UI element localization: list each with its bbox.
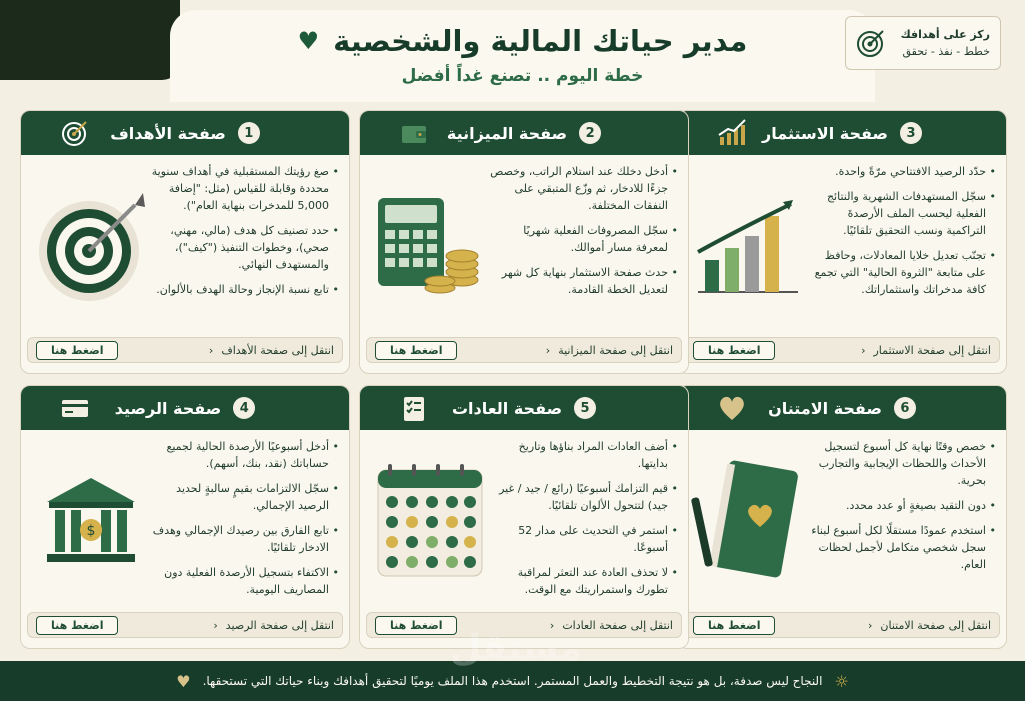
- chevron-left-icon: ‹: [208, 343, 214, 357]
- card-header: [678, 386, 1006, 430]
- bank-illustration: [31, 438, 151, 606]
- card-footer: [27, 612, 343, 638]
- nav-link-habits[interactable]: انتقل إلى صفحة العادات ‹: [549, 618, 673, 632]
- card-number: 2: [579, 122, 601, 144]
- card-title: صفحة الامتنان: [768, 398, 882, 418]
- press-here-button[interactable]: اضغط هنا: [375, 341, 457, 360]
- card-number: 5: [574, 397, 596, 419]
- press-here-button[interactable]: اضغط هنا: [36, 341, 118, 360]
- page-header: [170, 10, 875, 102]
- card-footer: [684, 612, 1000, 638]
- watermark: مستقل: [450, 628, 582, 669]
- heart-icon: [716, 392, 748, 424]
- card-list: [808, 163, 996, 331]
- list-item: • استمر في التحديث على مدار 52 أسبوعًا.: [490, 522, 678, 556]
- list-item: • تابع نسبة الإنجاز وحالة الهدف بالألوان.: [151, 281, 339, 298]
- list-item: • أدخل أسبوعيًا الأرصدة الحالية لجميع حساباتك (نقد، بنك، أسهم).: [151, 438, 339, 472]
- card-budget: [359, 110, 689, 374]
- card-number: 6: [894, 397, 916, 419]
- nav-link-investment[interactable]: انتقل إلى صفحة الاستثمار ‹: [861, 343, 991, 357]
- growth-chart-icon: [716, 117, 748, 149]
- nav-link-goals[interactable]: انتقل إلى صفحة الأهداف ‹: [208, 343, 334, 357]
- page-subtitle: خطة اليوم .. تصنع غداً أفضل: [401, 66, 644, 86]
- card-footer: [366, 337, 682, 363]
- chevron-left-icon: ‹: [868, 618, 873, 632]
- page-title-text: مدير حياتك المالية والشخصية: [333, 24, 748, 58]
- card-header: [360, 111, 688, 155]
- target-illustration: [31, 163, 151, 331]
- target-icon: [59, 117, 91, 149]
- card-header: [21, 111, 349, 155]
- card-investment: [677, 110, 1007, 374]
- target-icon: [856, 28, 886, 58]
- card-header: [678, 111, 1006, 155]
- list-item: • سجّل الالتزامات بقيمٍ سالبةٍ لحديد الرصيد الإجمالي.: [151, 480, 339, 514]
- card-title: صفحة الميزانية: [446, 123, 568, 143]
- card-footer: [27, 337, 343, 363]
- list-item: • أضف العادات المراد بناؤها وتاريخ بدايتها.: [490, 438, 678, 472]
- nav-link-gratitude[interactable]: انتقل إلى صفحة الامتنان ‹: [868, 618, 991, 632]
- press-here-button[interactable]: اضغط هنا: [693, 341, 775, 360]
- list-item: • أدخل دخلك عند استلام الراتب، وخصص جزءًا للادخار، ثم وزّع المتبقي على النفقات المختلفة.: [490, 163, 678, 214]
- list-item: • سجّل المصروفات الفعلية شهريًا لمعرفة مسار أموالك.: [490, 222, 678, 256]
- growth-chart-illustration: [688, 163, 808, 331]
- list-item: • الاكتفاء بتسجيل الأرصدة الفعلية دون المصاريف اليومية.: [151, 564, 339, 598]
- card-habits: [359, 385, 689, 649]
- card-balance: [20, 385, 350, 649]
- chevron-left-icon: ‹: [545, 343, 551, 357]
- card-number: 4: [233, 397, 255, 419]
- wallet-icon: [398, 117, 430, 149]
- page-title: [170, 24, 875, 58]
- list-item: • تابع الفارق بين رصيدك الإجمالي وهدف الادخار تلقائيًا.: [151, 522, 339, 556]
- card-list: [490, 163, 678, 331]
- card-title: صفحة الاستثمار: [762, 123, 888, 143]
- list-item: • دون التقيد بصيغةٍ أو عدد محدد.: [808, 497, 996, 514]
- list-item: • قيم التزامك أسبوعيًا (رائع / جيد / غير جيد) لتتحول الألوان تلقائيًا.: [490, 480, 678, 514]
- list-item: • تجنّب تعديل خلايا المعادلات، وحافظ على متابعة "الثروة الحالية" التي تجمع كافة مدخراتك واستثماراتك.: [808, 247, 996, 298]
- list-item: • استخدم عمودًا مستقلًا لكل أسبوع لبناء سجل شخصي متكامل لأجمل لحظات العام.: [808, 522, 996, 573]
- journal-illustration: [688, 438, 808, 606]
- list-item: • حدّد الرصيد الافتتاحي مرّةً واحدة.: [808, 163, 996, 180]
- press-here-button[interactable]: اضغط هنا: [375, 616, 457, 635]
- list-item: • لا تحذف العادة عند التعثر لمراقبة تطورك واستمراريتك مع الوقت.: [490, 564, 678, 598]
- corner-decoration: [0, 0, 180, 80]
- card-icon: [59, 392, 91, 424]
- card-number: 1: [238, 122, 260, 144]
- heart-icon: ♥: [297, 27, 320, 55]
- svg-text:$: $: [86, 523, 96, 539]
- focus-title: ركز على أهدافك: [900, 28, 990, 41]
- focus-steps: خطط - نفذ - تحقق: [902, 45, 990, 58]
- list-item: • حدد تصنيف كل هدف (مالي، مهني، صحي)، وخطوات التنفيذ ("كيف")، والمستهدف النهائي.: [151, 222, 339, 273]
- nav-link-balance[interactable]: انتقل إلى صفحة الرصيد ‹: [213, 618, 334, 632]
- press-here-button[interactable]: اضغط هنا: [36, 616, 118, 635]
- lightbulb-icon: ☼: [834, 671, 849, 691]
- calendar-illustration: [370, 438, 490, 606]
- card-title: صفحة الرصيد: [114, 398, 222, 418]
- chevron-left-icon: ‹: [549, 618, 555, 632]
- list-item: • صغ رؤيتك المستقبلية في أهداف سنوية محددة وقابلة للقياس (مثل: "إضافة 5,000 للمدخرات بنهاية العام").: [151, 163, 339, 214]
- card-footer: [684, 337, 1000, 363]
- card-number: 3: [900, 122, 922, 144]
- card-gratitude: [677, 385, 1007, 649]
- card-list: [808, 438, 996, 606]
- list-item: • سجّل المستهدفات الشهرية والنتائج الفعلية ليحسب الملف الأرصدةَ التراكمية ونسب التحقيق تلقائيًا.: [808, 188, 996, 239]
- card-title: صفحة الأهداف: [110, 123, 226, 143]
- heart-icon: ♥: [176, 671, 191, 691]
- list-item: • حدث صفحة الاستثمار بنهاية كل شهر لتعديل الخطة القادمة.: [490, 264, 678, 298]
- footer-text: النجاح ليس صدفة، بل هو نتيجة التخطيط والعمل المستمر. استخدم هذا الملف يوميًا لتحقيق أهدافك وبناء حياتك التي تستحقها.: [202, 674, 823, 688]
- press-here-button[interactable]: اضغط هنا: [693, 616, 775, 635]
- card-list: [151, 163, 339, 331]
- card-title: صفحة العادات: [451, 398, 563, 418]
- list-item: • خصص وقتًا نهاية كل أسبوع لتسجيل الأحداث واللحظات الإيجابية والتجارب بحرية.: [808, 438, 996, 489]
- nav-link-budget[interactable]: انتقل إلى صفحة الميزانية ‹: [545, 343, 673, 357]
- card-header: [21, 386, 349, 430]
- card-list: [151, 438, 339, 606]
- checklist-icon: [398, 392, 430, 424]
- chevron-left-icon: ‹: [861, 343, 866, 357]
- card-goals: [20, 110, 350, 374]
- card-header: [360, 386, 688, 430]
- calculator-coins-illustration: [370, 163, 490, 331]
- card-list: [490, 438, 678, 606]
- focus-box: [845, 16, 1001, 70]
- chevron-left-icon: ‹: [213, 618, 218, 632]
